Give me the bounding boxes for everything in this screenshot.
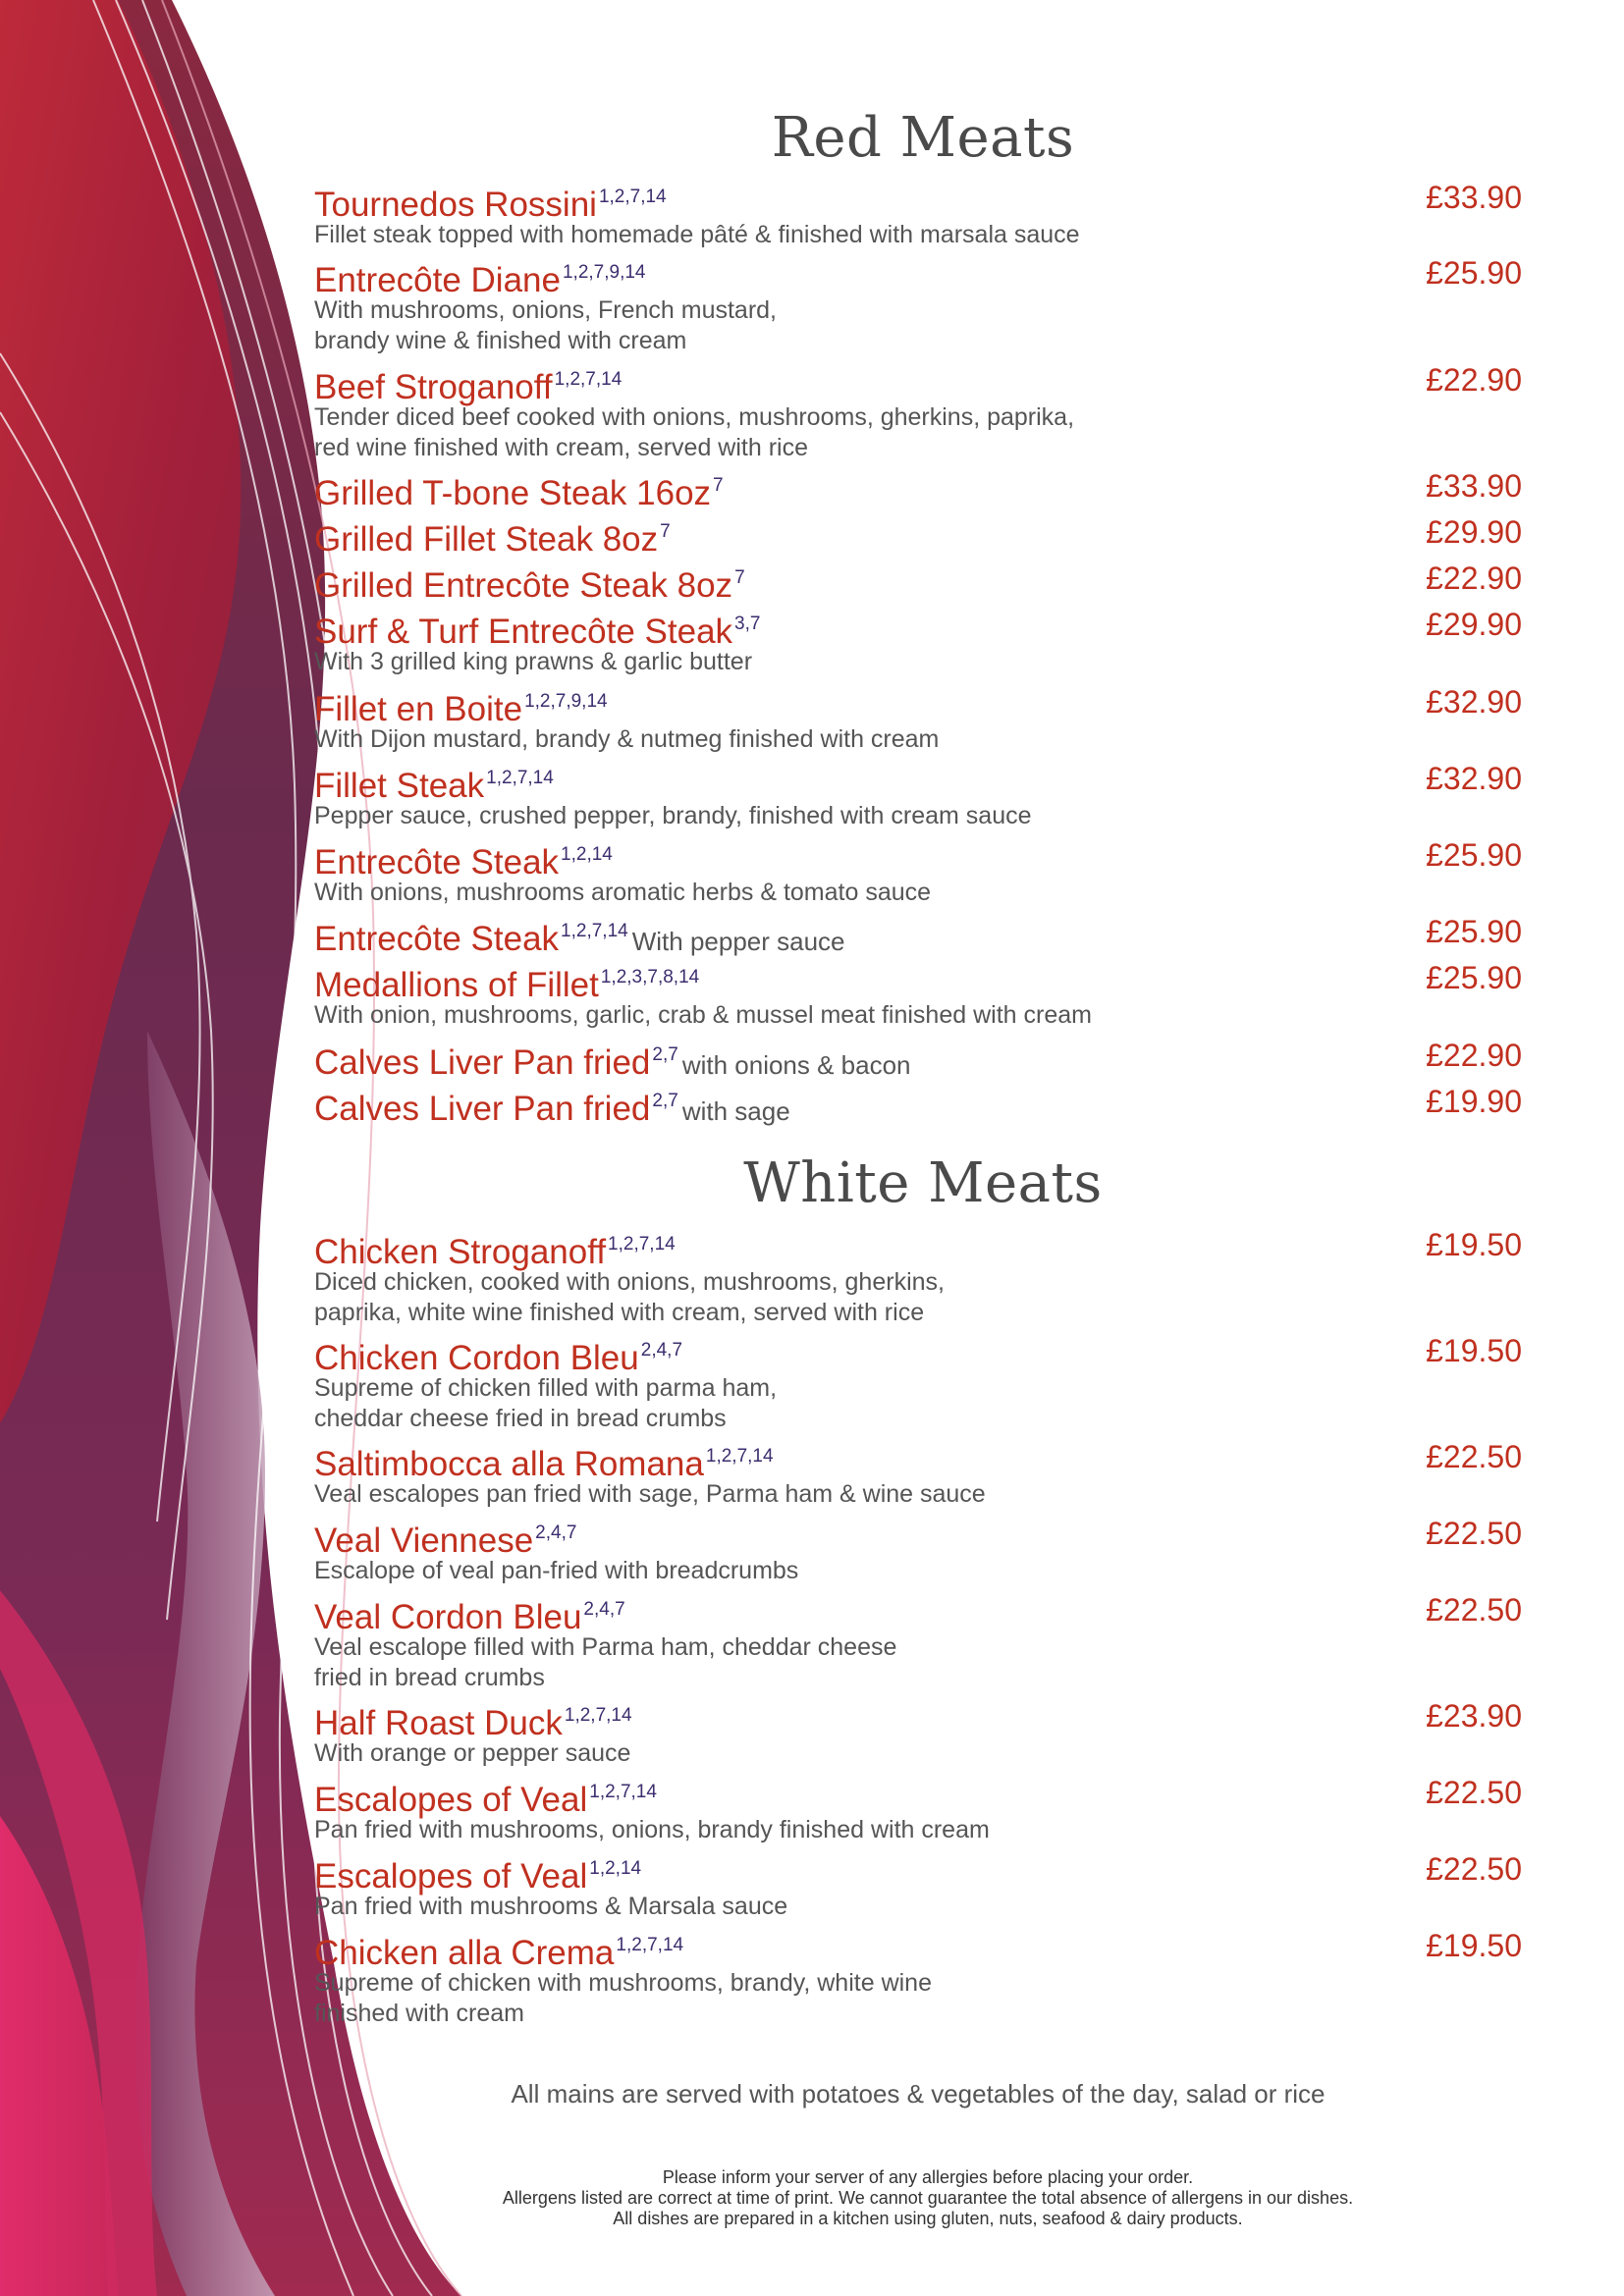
allergen-codes: 1,2,7,14 [564, 1705, 632, 1726]
menu-item-price: £25.90 [1426, 960, 1522, 995]
allergen-codes: 1,2,7,14 [705, 1446, 774, 1467]
menu-item [314, 909, 1522, 958]
menu-item-description: Fillet steak topped with homemade pâté & finished with marsala sauce [314, 221, 1080, 248]
menu-item-note: with sage [681, 1096, 790, 1126]
menu-item-note: With pepper sauce [631, 927, 845, 956]
allergen-codes: 1,2,7,9,14 [562, 262, 646, 283]
menu-item [314, 1079, 1522, 1128]
menu-item-price: £23.90 [1426, 1698, 1522, 1734]
allergen-codes: 1,2,7,14 [608, 1234, 676, 1255]
menu-item-price: £32.90 [1426, 761, 1522, 796]
menu-item [314, 756, 1522, 831]
allergen-codes: 1,2,14 [561, 844, 613, 865]
menu-item-name: Medallions of Fillet [314, 966, 599, 1004]
menu-item-description: With onions, mushrooms aromatic herbs & tomato sauce [314, 879, 932, 906]
menu-item-price: £22.90 [1426, 561, 1522, 596]
menu-item [314, 602, 1522, 677]
menu-item-name: Calves Liver Pan fried [314, 1043, 651, 1082]
menu-item-price: £22.90 [1426, 1038, 1522, 1073]
disclaimer-line: Please inform your server of any allergies before placing your order. [662, 2167, 1194, 2187]
menu-item-description: Veal escalopes pan fried with sage, Parma ham & wine sauce [314, 1480, 986, 1508]
menu-item-description: Pan fried with mushrooms, onions, brandy finished with cream [314, 1816, 990, 1843]
allergen-codes: 7 [660, 521, 671, 542]
disclaimer-line: All dishes are prepared in a kitchen using gluten, nuts, seafood & dairy products. [613, 2209, 1243, 2228]
menu-item [314, 955, 1522, 1031]
menu-item-name: Chicken Stroganoff [314, 1233, 607, 1271]
menu-item-name: Escalopes of Veal [314, 1857, 588, 1896]
menu-item-price: £22.50 [1426, 1592, 1522, 1628]
section-title-white-meats: White Meats [743, 1151, 1103, 1215]
menu-item-price: £32.90 [1426, 684, 1522, 720]
menu-item-description: With onion, mushrooms, garlic, crab & mussel meat finished with cream [314, 1001, 1092, 1029]
menu-item-price: £19.50 [1426, 1928, 1522, 1963]
menu-item-price: £29.90 [1426, 514, 1522, 550]
menu-item-price: £22.50 [1426, 1439, 1522, 1474]
menu-item [314, 1222, 1522, 1328]
menu-item-name: Fillet Steak [314, 767, 485, 805]
menu-item-price: £25.90 [1426, 914, 1522, 949]
menu-item-name: Beef Stroganoff [314, 368, 553, 406]
menu-item-name: Grilled Fillet Steak 8oz [314, 520, 659, 559]
menu-item-price: £22.50 [1426, 1775, 1522, 1810]
allergen-codes: 2,4,7 [535, 1522, 577, 1543]
menu-item-description: With Dijon mustard, brandy & nutmeg finished with cream [314, 725, 940, 753]
menu-item-name: Veal Cordon Bleu [314, 1598, 582, 1636]
menu-item-name: Entrecôte Diane [314, 261, 561, 299]
menu-item [314, 556, 1522, 605]
menu-item [314, 1770, 1522, 1845]
menu-item [314, 175, 1522, 250]
menu-item [314, 1923, 1522, 2029]
menu-item-name: Calves Liver Pan fried [314, 1090, 651, 1128]
menu-item-name: Surf & Turf Entrecôte Steak [314, 613, 733, 651]
menu-item-name: Half Roast Duck [314, 1704, 563, 1742]
menu-item-description: Supreme of chicken with mushrooms, brandy, white wine finished with cream [314, 1969, 932, 2027]
allergen-codes: 7 [713, 475, 724, 496]
menu-item-description: With mushrooms, onions, French mustard, brandy wine & finished with cream [314, 296, 777, 354]
allergen-codes: 1,2,3,7,8,14 [600, 967, 700, 988]
menu-item-price: £19.50 [1426, 1333, 1522, 1368]
menu-item-name: Grilled Entrecôte Steak 8oz [314, 566, 733, 605]
section-title-red-meats: Red Meats [771, 106, 1075, 170]
menu-item-price: £25.90 [1426, 255, 1522, 291]
menu-item-price: £25.90 [1426, 837, 1522, 873]
allergen-codes: 7 [734, 567, 745, 588]
menu-item-price: £19.90 [1426, 1084, 1522, 1119]
allergen-codes: 1,2,7,14 [554, 369, 623, 390]
allergen-codes: 1,2,14 [589, 1858, 642, 1879]
menu-item-price: £33.90 [1426, 468, 1522, 504]
allergen-disclaimer [324, 2167, 1532, 2229]
menu-item-description: With orange or pepper sauce [314, 1739, 631, 1767]
menu-item [314, 250, 1522, 356]
menu-item-name: Entrecôte Steak [314, 920, 560, 958]
menu-item-name: Veal Viennese [314, 1522, 534, 1560]
menu-item-price: £29.90 [1426, 607, 1522, 642]
menu-item [314, 1033, 1522, 1082]
menu-item [314, 357, 1522, 463]
menu-item [314, 832, 1522, 908]
menu-item-name: Escalopes of Veal [314, 1781, 588, 1819]
allergen-codes: 1,2,7,9,14 [524, 691, 608, 712]
menu-item [314, 679, 1522, 755]
menu-item-note: with onions & bacon [681, 1050, 911, 1080]
menu-item-description: Escalope of veal pan-fried with breadcrumbs [314, 1557, 799, 1584]
menu-item [314, 509, 1522, 559]
menu-item-description: Pan fried with mushrooms & Marsala sauce [314, 1893, 788, 1920]
menu-item-price: £19.50 [1426, 1227, 1522, 1262]
allergen-codes: 2,7 [652, 1091, 678, 1111]
allergen-codes: 1,2,7,14 [598, 187, 667, 207]
menu-item-name: Chicken Cordon Bleu [314, 1339, 639, 1377]
menu-item-name: Grilled T-bone Steak 16oz [314, 474, 712, 512]
menu-item-description: With 3 grilled king prawns & garlic butter [314, 648, 753, 675]
menu-item [314, 463, 1522, 512]
menu-item [314, 1434, 1522, 1510]
menu-item-name: Fillet en Boite [314, 690, 523, 728]
menu-item-price: £22.50 [1426, 1516, 1522, 1551]
allergen-codes: 1,2,7,14 [616, 1935, 684, 1955]
menu-item-description: Veal escalope filled with Parma ham, cheddar cheese fried in bread crumbs [314, 1633, 897, 1691]
menu-item-price: £33.90 [1426, 180, 1522, 215]
disclaimer-line: Allergens listed are correct at time of print. We cannot guarantee the total absence of allergens in our dishes. [502, 2188, 1354, 2208]
allergen-codes: 3,7 [734, 614, 761, 634]
menu-item-description: Tender diced beef cooked with onions, mushrooms, gherkins, paprika, red wine finished with cream, served with rice [314, 403, 1075, 461]
menu-item-description: Supreme of chicken filled with parma ham, cheddar cheese fried in bread crumbs [314, 1374, 778, 1432]
menu-item-name: Tournedos Rossini [314, 186, 597, 224]
allergen-codes: 1,2,7,14 [486, 768, 554, 788]
menu-item-price: £22.90 [1426, 362, 1522, 398]
menu-item [314, 1693, 1522, 1769]
menu-item-name: Chicken alla Crema [314, 1934, 615, 1972]
menu-item [314, 1846, 1522, 1922]
menu-item-description: Diced chicken, cooked with onions, mushrooms, gherkins, paprika, white wine finished with cream, served with rice [314, 1268, 945, 1326]
menu-item [314, 1587, 1522, 1693]
menu-item-name: Saltimbocca alla Romana [314, 1445, 704, 1483]
menu-item-price: £22.50 [1426, 1851, 1522, 1887]
menu-item [314, 1511, 1522, 1586]
sides-note: All mains are served with potatoes & vegetables of the day, salad or rice [511, 2079, 1326, 2109]
allergen-codes: 2,7 [652, 1044, 678, 1065]
allergen-codes: 2,4,7 [583, 1599, 625, 1620]
allergen-codes: 1,2,7,14 [589, 1782, 657, 1802]
menu-item-description: Pepper sauce, crushed pepper, brandy, finished with cream sauce [314, 802, 1032, 829]
allergen-codes: 1,2,7,14 [561, 921, 628, 941]
allergen-codes: 2,4,7 [640, 1340, 683, 1361]
menu-item-name: Entrecôte Steak [314, 843, 560, 881]
menu-item [314, 1328, 1522, 1434]
